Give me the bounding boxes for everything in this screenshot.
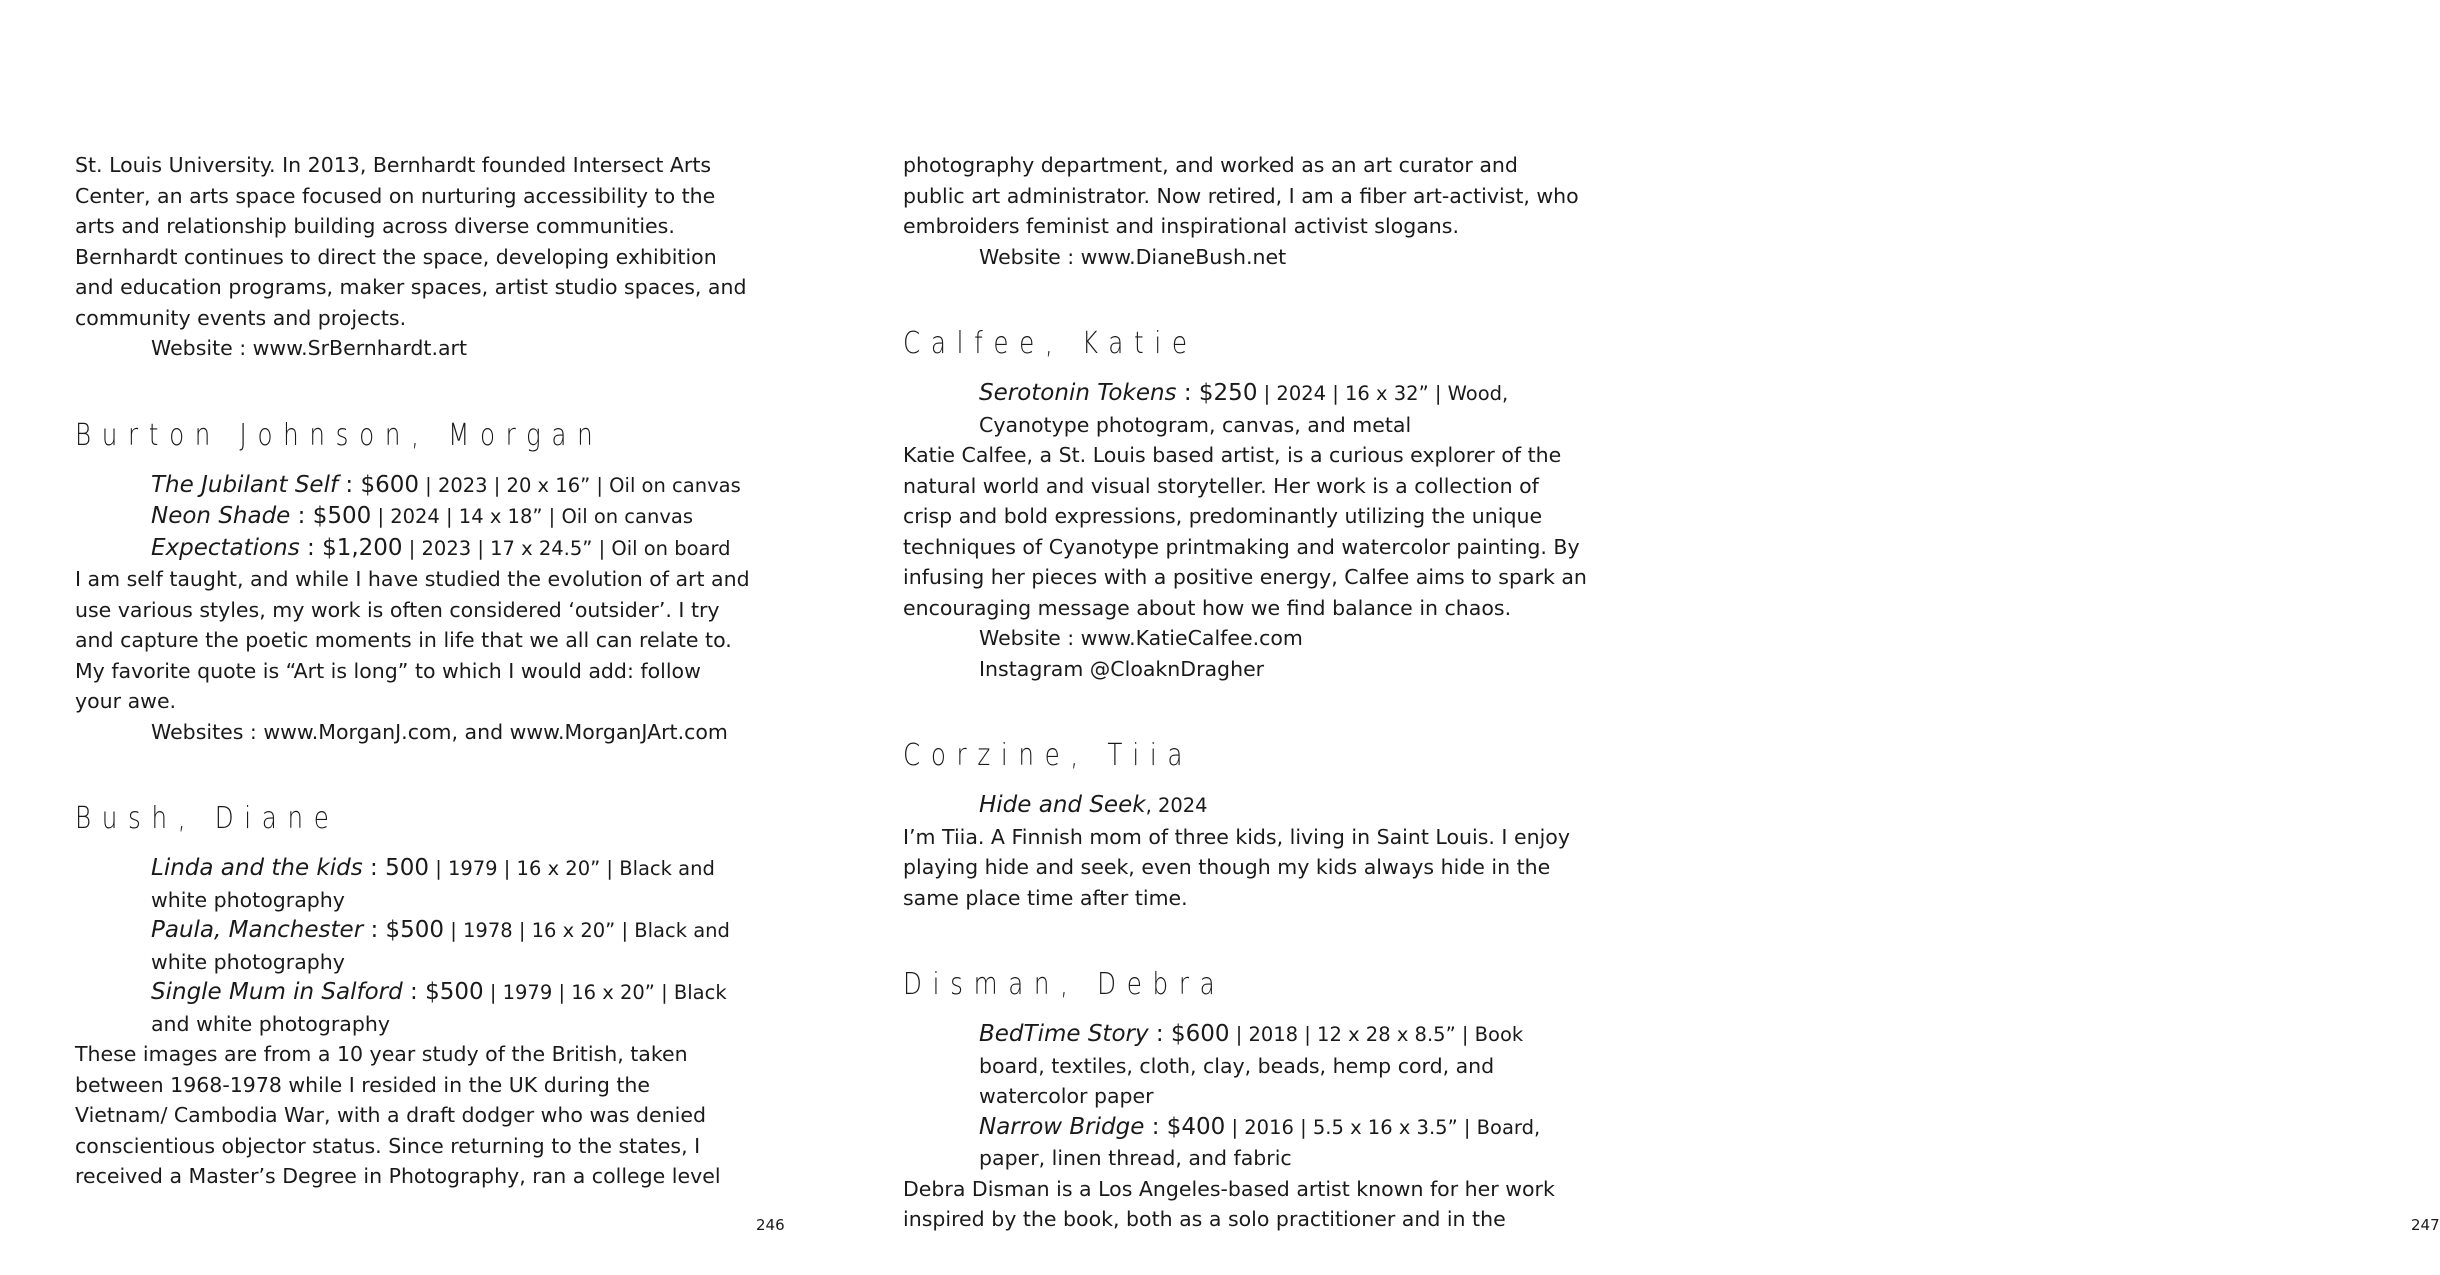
artist-entry (903, 736, 1603, 913)
artwork-title: Single Mum in Salford (151, 979, 403, 1005)
artwork-line (903, 378, 1603, 410)
bio-line: conscientious objector status. Since returning to the states, I (75, 1133, 701, 1158)
bio-line: I’m Tiia. A Finnish mom of three kids, living in Saint Louis. I enjoy (903, 824, 1570, 849)
bio-line: Katie Calfee, a St. Louis based artist, is a curious explorer of the (903, 443, 1562, 467)
instagram-line: Instagram @CloaknDragher (979, 656, 1265, 681)
artwork-title: Serotonin Tokens (979, 380, 1177, 406)
text-line: Center, an arts space focused on nurturing accessibility to the (75, 183, 716, 208)
artwork-price: : $600 (1148, 1021, 1230, 1047)
bio-line: These images are from a 10 year study of the British, taken (75, 1042, 688, 1066)
text-line: photography department, and worked as an art curator and (903, 153, 1518, 177)
artwork-details: | 1979 | 16 x 20” | Black and (429, 857, 715, 880)
bio-line: Debra Disman is a Los Angeles-based artist known for her work (903, 1176, 1555, 1201)
bio-line: and capture the poetic moments in life that we all can relate to. (75, 628, 732, 652)
intro-text (75, 150, 765, 364)
artwork-details: | 1978 | 16 x 20” | Black and (444, 919, 730, 942)
artwork-price: : $400 (1144, 1113, 1226, 1140)
artwork-price: : $500 (402, 979, 484, 1005)
website-line: Website : www.SrBernhardt.art (151, 336, 467, 360)
text-line: public art administrator. Now retired, I am a fiber art-activist, who (903, 183, 1579, 208)
intro-text (903, 150, 1603, 272)
website-line: Websites : www.MorganJ.com, and www.MorganJArt.com (151, 719, 728, 744)
artwork-title: The Jubilant Self (151, 471, 339, 498)
artwork-title: Linda and the kids (151, 855, 363, 881)
bio-line: same place time after time. (903, 885, 1188, 910)
artist-entry (903, 324, 1603, 684)
bio-line: inspired by the book, both as a solo practitioner and in the (903, 1207, 1506, 1231)
bio-line: techniques of Cyanotype printmaking and watercolor painting. By (903, 534, 1580, 559)
artwork-details-continued: Cyanotype photogram, canvas, and metal (979, 412, 1412, 437)
artist-entry (903, 965, 1603, 1235)
artwork-details: | 1979 | 16 x 20” | Black (483, 981, 727, 1004)
website-line: Website : www.DianeBush.net (979, 244, 1287, 269)
artist-name: Calfee, Katie (903, 326, 1198, 361)
artwork-details-continued: white photography (151, 887, 345, 912)
bio-line: natural world and visual storyteller. Her work is a collection of (903, 473, 1539, 498)
right-page (825, 0, 2440, 1275)
bio-line: My favorite quote is “Art is long” to which I would add: follow (75, 658, 701, 683)
left-column (75, 150, 765, 1192)
artwork-details-continued: board, textiles, cloth, clay, beads, hemp cord, and (979, 1053, 1495, 1078)
artist-name: Burton Johnson, Morgan (75, 417, 604, 453)
artwork-price: : 500 (362, 855, 429, 881)
artwork-title: Narrow Bridge (979, 1113, 1145, 1140)
artwork-details: | 2023 | 20 x 16” | Oil on canvas (418, 473, 741, 497)
artwork-line (75, 977, 765, 1009)
artwork-title: BedTime Story (979, 1021, 1149, 1047)
text-line: arts and relationship building across diverse communities. (75, 214, 675, 238)
artwork-line (903, 1019, 1603, 1051)
bio-line: Vietnam/ Cambodia War, with a draft dodger who was denied (75, 1103, 706, 1127)
bio-line: encouraging message about how we find balance in chaos. (903, 595, 1512, 620)
artwork-details-continued: paper, linen thread, and fabric (979, 1146, 1292, 1170)
artwork-details: | 2024 | 14 x 18” | Oil on canvas (371, 505, 693, 528)
bio-line: your awe. (75, 689, 177, 713)
artwork-line (75, 501, 765, 533)
artwork-details: | 2023 | 17 x 24.5” | Oil on board (402, 536, 731, 560)
text-line: embroiders feminist and inspirational activist slogans. (903, 214, 1459, 238)
artist-entry (75, 416, 765, 748)
artwork-line (75, 853, 765, 885)
artist-name: Disman, Debra (903, 967, 1226, 1002)
artwork-line (75, 533, 765, 565)
bio-line: playing hide and seek, even though my kids always hide in the (903, 855, 1551, 879)
artwork-price: : $500 (290, 503, 372, 529)
artist-entry (75, 799, 765, 1192)
artwork-details-continued: white photography (151, 949, 345, 974)
artwork-price: : $500 (363, 917, 445, 943)
text-line: and education programs, maker spaces, artist studio spaces, and (75, 275, 747, 299)
artwork-title: Paula, Manchester (151, 917, 364, 943)
artwork-line (903, 1112, 1603, 1144)
text-line: community events and projects. (75, 305, 407, 330)
artwork-line (75, 470, 765, 502)
artwork-details-continued: and white photography (151, 1011, 390, 1036)
artwork-title: Neon Shade (151, 503, 291, 529)
artwork-title: Hide and Seek (979, 792, 1146, 818)
artwork-line (75, 915, 765, 947)
artwork-details: | 2018 | 12 x 28 x 8.5” | Book (1229, 1023, 1524, 1046)
artwork-title: Expectations (151, 534, 300, 561)
text-line: Bernhardt continues to direct the space, developing exhibition (75, 244, 717, 269)
page-number: 246 (756, 1216, 785, 1234)
artwork-details: , 2024 (1145, 794, 1208, 817)
artwork-price: : $1,200 (299, 534, 403, 561)
artwork-price: : $250 (1176, 380, 1258, 406)
text-line: St. Louis University. In 2013, Bernhardt founded Intersect Arts (75, 153, 712, 177)
artwork-details: | 2024 | 16 x 32” | Wood, (1257, 382, 1509, 405)
bio-line: infusing her pieces with a positive energy, Calfee aims to spark an (903, 565, 1587, 589)
artwork-line (903, 790, 1603, 822)
bio-line: crisp and bold expressions, predominantly utilizing the unique (903, 504, 1543, 528)
right-column (903, 150, 1603, 1235)
bio-line: I am self taught, and while I have studied the evolution of art and (75, 567, 750, 591)
bio-line: use various styles, my work is often considered ‘outsider’. I try (75, 597, 720, 622)
page-number: 247 (2411, 1216, 2440, 1234)
artist-name: Corzine, Tiia (903, 738, 1194, 773)
artwork-details: | 2016 | 5.5 x 16 x 3.5” | Board, (1225, 1115, 1541, 1139)
left-page (0, 0, 825, 1275)
bio-line: received a Master’s Degree in Photography, ran a college level (75, 1164, 721, 1188)
bio-line: between 1968-1978 while I resided in the UK during the (75, 1072, 651, 1097)
artwork-details-continued: watercolor paper (979, 1084, 1154, 1108)
artwork-price: : $600 (338, 471, 419, 498)
website-line: Website : www.KatieCalfee.com (979, 626, 1303, 650)
artist-name: Bush, Diane (75, 801, 340, 836)
